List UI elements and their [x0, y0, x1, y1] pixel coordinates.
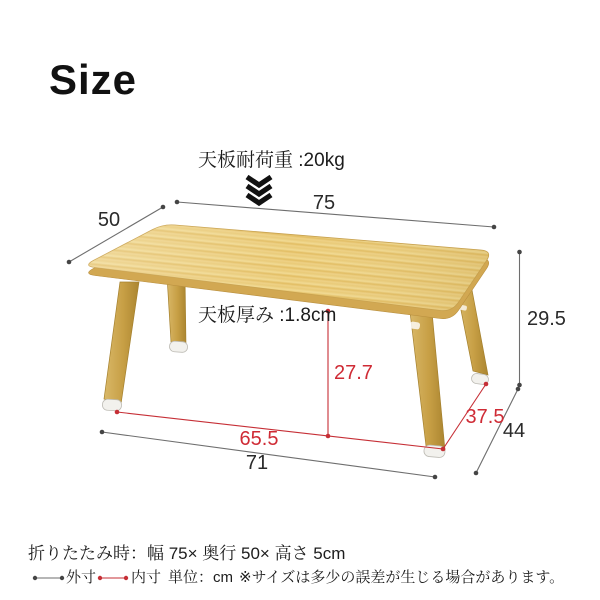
page-title: Size [49, 56, 138, 103]
dim-height: 29.5 [527, 308, 566, 330]
foot-cap [169, 341, 188, 353]
dim-floor-width: 71 [245, 452, 269, 474]
unit-label: 単位：cm [168, 569, 233, 586]
dim-top-depth: 50 [97, 209, 121, 231]
size-note: ※サイズは多少の誤差が生じる場合があります。 [239, 569, 565, 586]
dim-inner-width: 65.5 [239, 428, 279, 450]
foot-cap [102, 399, 122, 411]
front-right-leg [410, 312, 445, 450]
chevron-down-icon [247, 177, 271, 203]
dim-floor-depth: 44 [502, 420, 526, 442]
dim-top-width: 75 [312, 192, 336, 214]
load-capacity-label: 天板耐荷重 :20kg [198, 150, 345, 171]
legend-inner-label: 内寸 [131, 569, 162, 586]
legend-outer-label: 外寸 [66, 569, 97, 586]
dim-inner-height: 27.7 [334, 362, 373, 384]
dim-inner-depth: 37.5 [465, 406, 505, 428]
folded-size-text: 折りたたみ時：幅 75× 奥行 50× 高さ 5cm [28, 544, 346, 563]
top-thickness-label: 天板厚み :1.8cm [198, 305, 337, 326]
leg-hinge [102, 295, 114, 303]
